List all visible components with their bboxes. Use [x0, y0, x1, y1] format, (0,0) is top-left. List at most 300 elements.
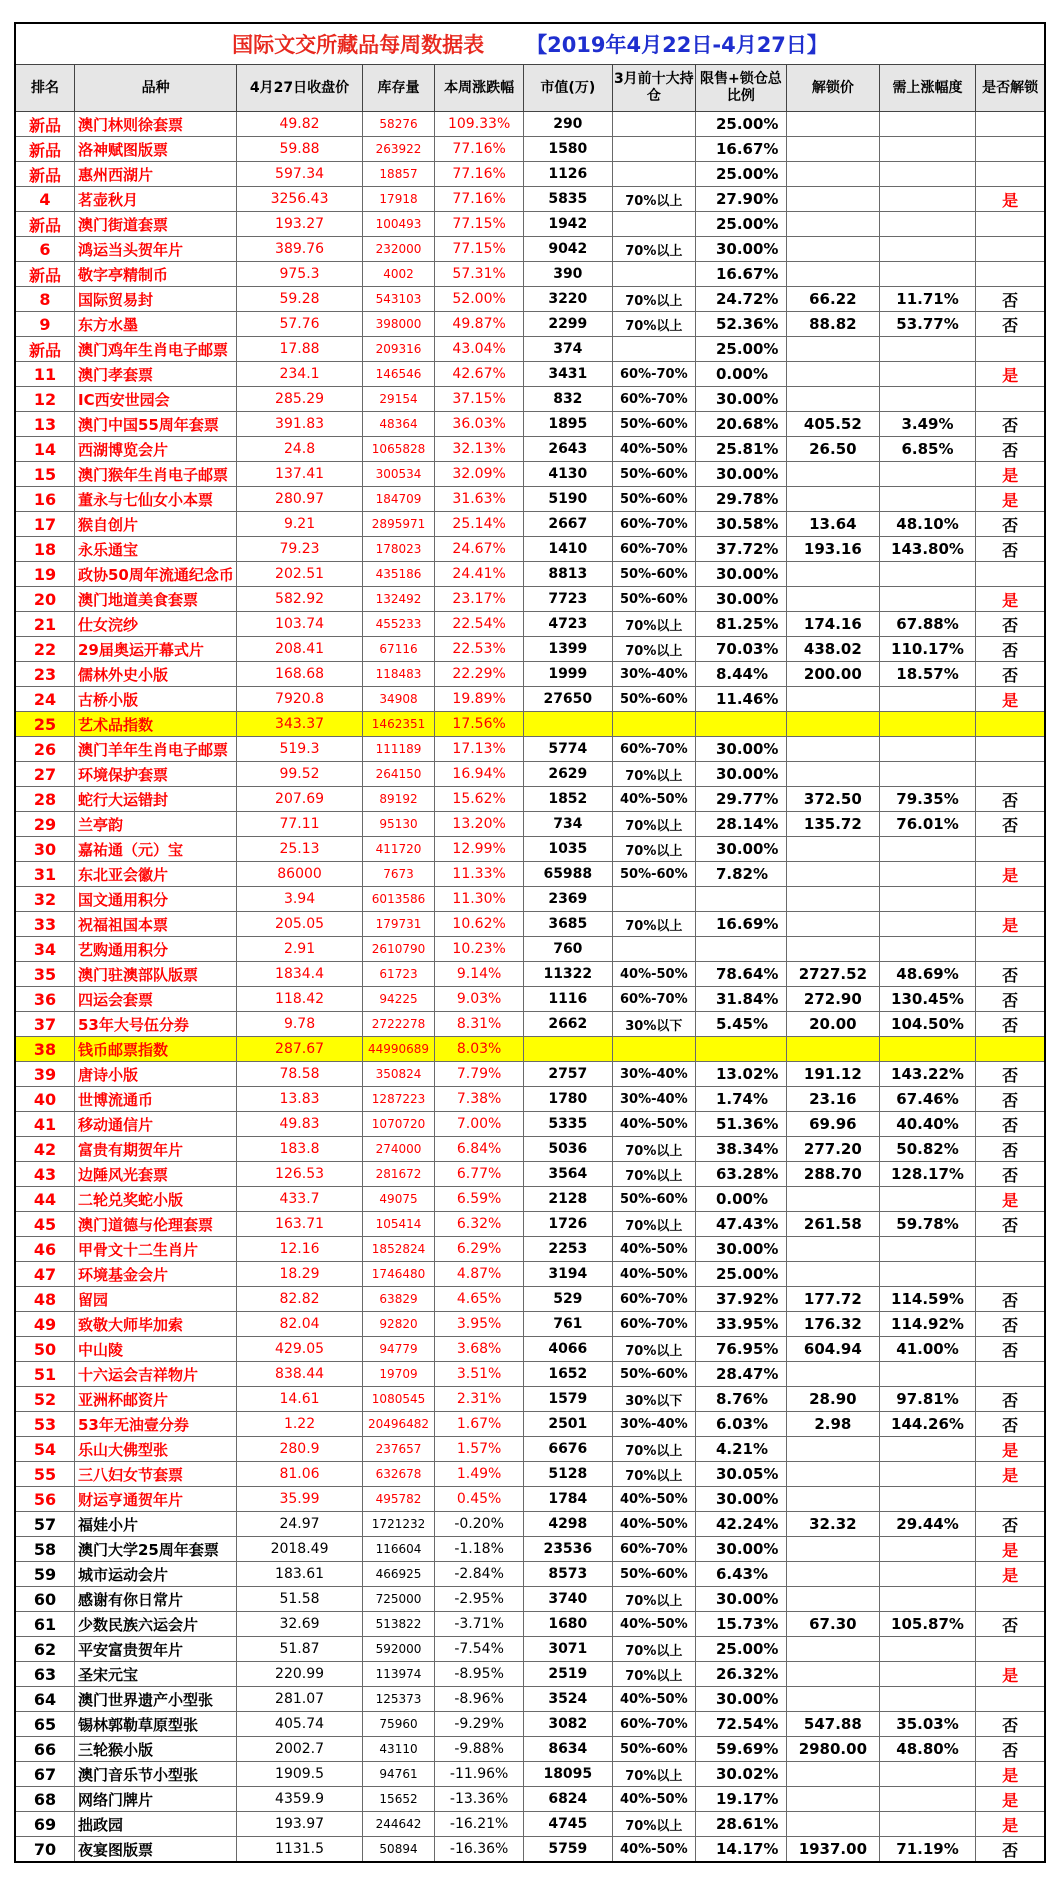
price-cell: 2002.7	[237, 1737, 363, 1762]
uprate-cell: 114.59%	[879, 1287, 975, 1312]
uprate-cell: 3.49%	[879, 412, 975, 437]
inventory-cell: 43110	[362, 1737, 434, 1762]
uprate-cell	[879, 1537, 975, 1562]
ratio-cell: 38.34%	[695, 1137, 786, 1162]
mcap-cell: 2369	[523, 887, 612, 912]
uprate-cell	[879, 187, 975, 212]
table-row	[15, 1212, 1045, 1237]
unlocked-cell: 否	[976, 1837, 1045, 1863]
name-cell: 东北亚会徽片	[75, 862, 237, 887]
change-cell: 52.00%	[435, 287, 524, 312]
unlocked-cell: 否	[976, 1312, 1045, 1337]
holding-cell: 40%-50%	[612, 1487, 695, 1512]
ratio-cell: 4.21%	[695, 1437, 786, 1462]
name-cell: 移动通信片	[75, 1112, 237, 1137]
price-cell: 59.28	[237, 287, 363, 312]
unlocked-cell	[976, 1037, 1045, 1062]
inventory-cell: 2722278	[362, 1012, 434, 1037]
name-cell: 澳门驻澳部队版票	[75, 962, 237, 987]
change-cell: 49.87%	[435, 312, 524, 337]
unlock-price-cell	[786, 462, 879, 487]
inventory-cell: 20496482	[362, 1412, 434, 1437]
unlocked-cell: 否	[976, 1087, 1045, 1112]
price-cell: 208.41	[237, 637, 363, 662]
inventory-cell: 179731	[362, 912, 434, 937]
unlocked-cell: 否	[976, 1412, 1045, 1437]
mcap-cell: 1999	[523, 662, 612, 687]
name-cell: 澳门鸡年生肖电子邮票	[75, 337, 237, 362]
unlock-price-cell: 2727.52	[786, 962, 879, 987]
table-row	[15, 1662, 1045, 1687]
table-row	[15, 437, 1045, 462]
rank-cell: 6	[15, 237, 75, 262]
unlock-price-cell	[786, 212, 879, 237]
unlock-price-cell: 547.88	[786, 1712, 879, 1737]
unlocked-cell: 是	[976, 362, 1045, 387]
ratio-cell: 70.03%	[695, 637, 786, 662]
price-cell: 2018.49	[237, 1537, 363, 1562]
name-cell: 圣宋元宝	[75, 1662, 237, 1687]
mcap-cell: 5835	[523, 187, 612, 212]
inventory-cell: 7673	[362, 862, 434, 887]
ratio-cell: 16.69%	[695, 912, 786, 937]
unlocked-cell: 否	[976, 612, 1045, 637]
change-cell: -8.95%	[435, 1662, 524, 1687]
name-cell: 二轮兑奖蛇小版	[75, 1187, 237, 1212]
name-cell: 艺术品指数	[75, 712, 237, 737]
name-cell: 蛇行大运错封	[75, 787, 237, 812]
change-cell: 42.67%	[435, 362, 524, 387]
mcap-cell: 23536	[523, 1537, 612, 1562]
rank-cell: 69	[15, 1812, 75, 1837]
ratio-cell: 30.00%	[695, 737, 786, 762]
rank-cell: 68	[15, 1787, 75, 1812]
rank-cell: 55	[15, 1462, 75, 1487]
table-row	[15, 187, 1045, 212]
unlock-price-cell	[786, 1587, 879, 1612]
table-row	[15, 1237, 1045, 1262]
price-cell: 79.23	[237, 537, 363, 562]
holding-cell: 50%-60%	[612, 562, 695, 587]
unlock-price-cell: 372.50	[786, 787, 879, 812]
price-cell: 137.41	[237, 462, 363, 487]
change-cell: -8.96%	[435, 1687, 524, 1712]
price-cell: 24.8	[237, 437, 363, 462]
mcap-cell: 2643	[523, 437, 612, 462]
inventory-cell: 1852824	[362, 1237, 434, 1262]
price-cell: 51.87	[237, 1637, 363, 1662]
rank-cell: 65	[15, 1712, 75, 1737]
rank-cell: 新品	[15, 262, 75, 287]
change-cell: -1.18%	[435, 1537, 524, 1562]
change-cell: 10.62%	[435, 912, 524, 937]
uprate-cell	[879, 487, 975, 512]
inventory-cell: 18857	[362, 162, 434, 187]
ratio-cell: 29.78%	[695, 487, 786, 512]
table-row	[15, 1462, 1045, 1487]
unlocked-cell: 否	[976, 1137, 1045, 1162]
mcap-cell: 390	[523, 262, 612, 287]
change-cell: 77.15%	[435, 237, 524, 262]
unlock-price-cell	[786, 262, 879, 287]
change-cell: 24.41%	[435, 562, 524, 587]
table-row	[15, 1387, 1045, 1412]
ratio-cell: 6.43%	[695, 1562, 786, 1587]
unlocked-cell: 是	[976, 1787, 1045, 1812]
uprate-cell	[879, 162, 975, 187]
table-row	[15, 962, 1045, 987]
uprate-cell: 97.81%	[879, 1387, 975, 1412]
ratio-cell: 30.58%	[695, 512, 786, 537]
inventory-cell: 274000	[362, 1137, 434, 1162]
uprate-cell	[879, 362, 975, 387]
ratio-cell: 25.00%	[695, 1262, 786, 1287]
inventory-cell: 263922	[362, 137, 434, 162]
uprate-cell	[879, 1362, 975, 1387]
uprate-cell: 143.22%	[879, 1062, 975, 1087]
uprate-cell: 76.01%	[879, 812, 975, 837]
ratio-cell: 28.47%	[695, 1362, 786, 1387]
inventory-cell: 495782	[362, 1487, 434, 1512]
name-cell: 国文通用积分	[75, 887, 237, 912]
unlocked-cell: 是	[976, 912, 1045, 937]
rank-cell: 34	[15, 937, 75, 962]
name-cell: 三轮猴小版	[75, 1737, 237, 1762]
unlocked-cell	[976, 937, 1045, 962]
unlocked-cell: 是	[976, 1187, 1045, 1212]
price-cell: 103.74	[237, 612, 363, 637]
holding-cell	[612, 137, 695, 162]
mcap-cell: 761	[523, 1312, 612, 1337]
table-row	[15, 1362, 1045, 1387]
change-cell: 7.38%	[435, 1087, 524, 1112]
mcap-cell: 2662	[523, 1012, 612, 1037]
inventory-cell: 264150	[362, 762, 434, 787]
report-container	[14, 22, 1046, 1884]
unlock-price-cell	[786, 712, 879, 737]
change-cell: 1.67%	[435, 1412, 524, 1437]
change-cell: 77.16%	[435, 162, 524, 187]
mcap-cell: 1895	[523, 412, 612, 437]
name-cell: 澳门道德与伦理套票	[75, 1212, 237, 1237]
price-cell: 343.37	[237, 712, 363, 737]
inventory-cell: 94779	[362, 1337, 434, 1362]
change-cell: 8.31%	[435, 1012, 524, 1037]
price-cell: 78.58	[237, 1062, 363, 1087]
unlock-price-cell	[786, 1237, 879, 1262]
unlocked-cell	[976, 837, 1045, 862]
mcap-cell: 3740	[523, 1587, 612, 1612]
table-row	[15, 1487, 1045, 1512]
change-cell: 19.89%	[435, 687, 524, 712]
unlock-price-cell	[786, 1437, 879, 1462]
rank-cell: 32	[15, 887, 75, 912]
change-cell: 37.15%	[435, 387, 524, 412]
uprate-cell	[879, 1437, 975, 1462]
unlocked-cell: 是	[976, 487, 1045, 512]
mcap-cell: 2667	[523, 512, 612, 537]
uprate-cell	[879, 687, 975, 712]
header-price: 4月27日收盘价	[237, 65, 363, 112]
table-row	[15, 1137, 1045, 1162]
table-row	[15, 1162, 1045, 1187]
unlock-price-cell	[786, 937, 879, 962]
name-cell: 锡林郭勒草原型张	[75, 1712, 237, 1737]
unlock-price-cell	[786, 362, 879, 387]
name-cell: 中山陵	[75, 1337, 237, 1362]
change-cell: 17.13%	[435, 737, 524, 762]
change-cell: -11.96%	[435, 1762, 524, 1787]
uprate-cell: 144.26%	[879, 1412, 975, 1437]
unlocked-cell: 否	[976, 537, 1045, 562]
unlocked-cell	[976, 237, 1045, 262]
table-row	[15, 137, 1045, 162]
uprate-cell: 110.17%	[879, 637, 975, 662]
unlock-price-cell	[786, 112, 879, 137]
unlock-price-cell: 288.70	[786, 1162, 879, 1187]
uprate-cell	[879, 1762, 975, 1787]
table-row	[15, 287, 1045, 312]
unlock-price-cell: 277.20	[786, 1137, 879, 1162]
rank-cell: 49	[15, 1312, 75, 1337]
ratio-cell: 33.95%	[695, 1312, 786, 1337]
mcap-cell: 2501	[523, 1412, 612, 1437]
header-row	[15, 65, 1045, 112]
price-cell: 429.05	[237, 1337, 363, 1362]
holding-cell: 30%以下	[612, 1012, 695, 1037]
holding-cell: 60%-70%	[612, 1287, 695, 1312]
unlock-price-cell: 405.52	[786, 412, 879, 437]
ratio-cell: 15.73%	[695, 1612, 786, 1637]
inventory-cell: 75960	[362, 1712, 434, 1737]
unlock-price-cell: 20.00	[786, 1012, 879, 1037]
rank-cell: 44	[15, 1187, 75, 1212]
rank-cell: 63	[15, 1662, 75, 1687]
ratio-cell: 5.45%	[695, 1012, 786, 1037]
name-cell: 53年大号伍分券	[75, 1012, 237, 1037]
uprate-cell	[879, 1037, 975, 1062]
inventory-cell: 113974	[362, 1662, 434, 1687]
inventory-cell: 105414	[362, 1212, 434, 1237]
unlock-price-cell: 200.00	[786, 662, 879, 687]
unlock-price-cell: 438.02	[786, 637, 879, 662]
name-cell: 茗壶秋月	[75, 187, 237, 212]
ratio-cell: 42.24%	[695, 1512, 786, 1537]
ratio-cell: 16.67%	[695, 262, 786, 287]
ratio-cell: 11.46%	[695, 687, 786, 712]
holding-cell: 70%以上	[612, 1662, 695, 1687]
mcap-cell: 1126	[523, 162, 612, 187]
unlock-price-cell	[786, 1662, 879, 1687]
mcap-cell: 1035	[523, 837, 612, 862]
inventory-cell: 281672	[362, 1162, 434, 1187]
inventory-cell: 49075	[362, 1187, 434, 1212]
unlock-price-cell: 174.16	[786, 612, 879, 637]
mcap-cell: 8813	[523, 562, 612, 587]
unlock-price-cell: 13.64	[786, 512, 879, 537]
change-cell: 11.30%	[435, 887, 524, 912]
table-row	[15, 1512, 1045, 1537]
table-row	[15, 162, 1045, 187]
uprate-cell: 11.71%	[879, 287, 975, 312]
holding-cell	[612, 112, 695, 137]
name-cell: 澳门猴年生肖电子邮票	[75, 462, 237, 487]
unlocked-cell: 否	[976, 1212, 1045, 1237]
change-cell: 36.03%	[435, 412, 524, 437]
change-cell: 8.03%	[435, 1037, 524, 1062]
name-cell: 猴自创片	[75, 512, 237, 537]
unlock-price-cell	[786, 1762, 879, 1787]
rank-cell: 41	[15, 1112, 75, 1137]
holding-cell: 60%-70%	[612, 987, 695, 1012]
change-cell: 6.32%	[435, 1212, 524, 1237]
holding-cell: 40%-50%	[612, 1262, 695, 1287]
uprate-cell: 48.69%	[879, 962, 975, 987]
name-cell: 拙政园	[75, 1812, 237, 1837]
unlock-price-cell	[786, 587, 879, 612]
change-cell: -13.36%	[435, 1787, 524, 1812]
holding-cell: 40%-50%	[612, 437, 695, 462]
holding-cell: 70%以上	[612, 1812, 695, 1837]
inventory-cell: 116604	[362, 1537, 434, 1562]
rank-cell: 48	[15, 1287, 75, 1312]
inventory-cell: 6013586	[362, 887, 434, 912]
mcap-cell: 5759	[523, 1837, 612, 1863]
rank-cell: 33	[15, 912, 75, 937]
ratio-cell: 76.95%	[695, 1337, 786, 1362]
uprate-cell	[879, 1787, 975, 1812]
mcap-cell: 18095	[523, 1762, 612, 1787]
holding-cell: 60%-70%	[612, 1312, 695, 1337]
holding-cell: 30%-40%	[612, 1087, 695, 1112]
price-cell: 49.82	[237, 112, 363, 137]
price-cell: 13.83	[237, 1087, 363, 1112]
ratio-cell: 30.00%	[695, 237, 786, 262]
rank-cell: 45	[15, 1212, 75, 1237]
holding-cell: 40%-50%	[612, 1787, 695, 1812]
unlock-price-cell: 67.30	[786, 1612, 879, 1637]
change-cell: 13.20%	[435, 812, 524, 837]
table-row	[15, 1637, 1045, 1662]
table-row	[15, 912, 1045, 937]
holding-cell: 70%以上	[612, 237, 695, 262]
change-cell: 1.57%	[435, 1437, 524, 1462]
name-cell: 董永与七仙女小本票	[75, 487, 237, 512]
holding-cell: 70%以上	[612, 762, 695, 787]
unlock-price-cell: 26.50	[786, 437, 879, 462]
mcap-cell: 4298	[523, 1512, 612, 1537]
unlocked-cell	[976, 562, 1045, 587]
inventory-cell: 44990689	[362, 1037, 434, 1062]
table-row	[15, 787, 1045, 812]
ratio-cell: 37.92%	[695, 1287, 786, 1312]
holding-cell: 70%以上	[612, 812, 695, 837]
inventory-cell: 61723	[362, 962, 434, 987]
uprate-cell: 143.80%	[879, 537, 975, 562]
rank-cell: 新品	[15, 137, 75, 162]
holding-cell: 70%以上	[612, 837, 695, 862]
mcap-cell: 2629	[523, 762, 612, 787]
name-cell: 仕女浣纱	[75, 612, 237, 637]
uprate-cell	[879, 1587, 975, 1612]
holding-cell: 60%-70%	[612, 362, 695, 387]
mcap-cell: 27650	[523, 687, 612, 712]
unlocked-cell: 是	[976, 1662, 1045, 1687]
name-cell: 平安富贵贺年片	[75, 1637, 237, 1662]
mcap-cell: 4066	[523, 1337, 612, 1362]
unlocked-cell: 是	[976, 1762, 1045, 1787]
uprate-cell: 79.35%	[879, 787, 975, 812]
rank-cell: 39	[15, 1062, 75, 1087]
ratio-cell: 63.28%	[695, 1162, 786, 1187]
price-cell: 9.21	[237, 512, 363, 537]
name-cell: 澳门世界遗产小型张	[75, 1687, 237, 1712]
holding-cell: 40%-50%	[612, 1112, 695, 1137]
ratio-cell: 24.72%	[695, 287, 786, 312]
price-cell: 2.91	[237, 937, 363, 962]
price-cell: 163.71	[237, 1212, 363, 1237]
table-row	[15, 1837, 1045, 1863]
inventory-cell: 15652	[362, 1787, 434, 1812]
change-cell: 31.63%	[435, 487, 524, 512]
rank-cell: 30	[15, 837, 75, 862]
mcap-cell: 2299	[523, 312, 612, 337]
change-cell: 2.31%	[435, 1387, 524, 1412]
uprate-cell: 29.44%	[879, 1512, 975, 1537]
unlock-price-cell: 191.12	[786, 1062, 879, 1087]
price-cell: 1834.4	[237, 962, 363, 987]
header-unlock: 解锁价	[786, 65, 879, 112]
rank-cell: 21	[15, 612, 75, 637]
price-cell: 193.97	[237, 1812, 363, 1837]
holding-cell: 70%以上	[612, 1337, 695, 1362]
rank-cell: 53	[15, 1412, 75, 1437]
unlocked-cell	[976, 387, 1045, 412]
unlocked-cell: 是	[976, 1462, 1045, 1487]
unlocked-cell: 否	[976, 812, 1045, 837]
name-cell: 城市运动会片	[75, 1562, 237, 1587]
unlock-price-cell	[786, 887, 879, 912]
mcap-cell: 374	[523, 337, 612, 362]
rank-cell: 58	[15, 1537, 75, 1562]
rank-cell: 29	[15, 812, 75, 837]
inventory-cell: 95130	[362, 812, 434, 837]
holding-cell: 60%-70%	[612, 537, 695, 562]
inventory-cell: 2895971	[362, 512, 434, 537]
name-cell: 环境保护套票	[75, 762, 237, 787]
unlocked-cell: 否	[976, 1062, 1045, 1087]
holding-cell	[612, 1037, 695, 1062]
holding-cell: 40%-50%	[612, 787, 695, 812]
ratio-cell: 81.25%	[695, 612, 786, 637]
ratio-cell	[695, 937, 786, 962]
unlock-price-cell	[786, 1362, 879, 1387]
name-cell: 澳门音乐节小型张	[75, 1762, 237, 1787]
rank-cell: 25	[15, 712, 75, 737]
holding-cell: 70%以上	[612, 1437, 695, 1462]
inventory-cell: 34908	[362, 687, 434, 712]
holding-cell	[612, 937, 695, 962]
table-row	[15, 662, 1045, 687]
holding-cell: 70%以上	[612, 1587, 695, 1612]
price-cell: 4359.9	[237, 1787, 363, 1812]
unlocked-cell	[976, 1262, 1045, 1287]
uprate-cell	[879, 212, 975, 237]
name-cell: 政协50周年流通纪念币	[75, 562, 237, 587]
mcap-cell: 3524	[523, 1687, 612, 1712]
holding-cell: 30%-40%	[612, 1412, 695, 1437]
holding-cell	[612, 337, 695, 362]
